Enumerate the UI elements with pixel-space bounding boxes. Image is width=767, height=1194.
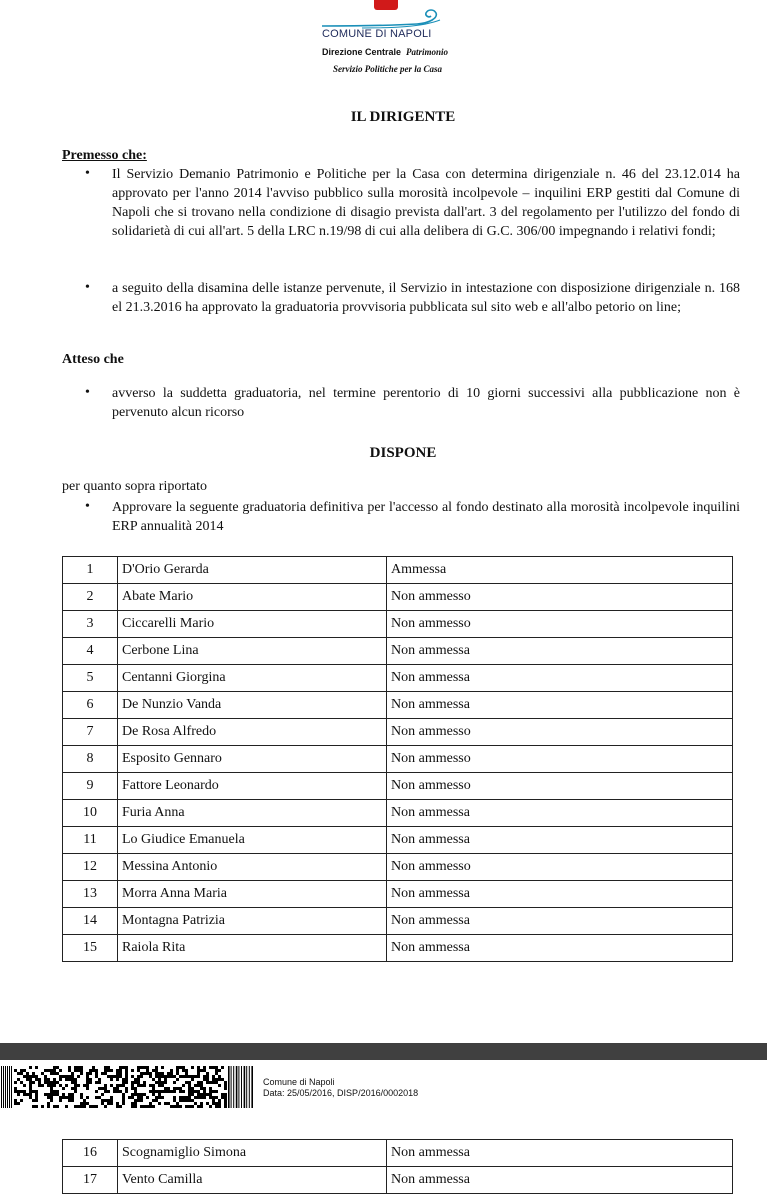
person-name: De Nunzio Vanda <box>118 692 387 719</box>
row-number: 10 <box>63 800 118 827</box>
atteso-paragraph: avverso la suddetta graduatoria, nel termine perentorio di 10 giorni successivi alla pubblicazione non è pervenuto alcun ricorso <box>112 386 740 420</box>
bullet-marker: • <box>85 385 90 400</box>
dispone-intro: per quanto sopra riportato <box>62 479 208 494</box>
person-name: Scognamiglio Simona <box>118 1140 387 1167</box>
person-name: Morra Anna Maria <box>118 881 387 908</box>
row-number: 17 <box>63 1167 118 1194</box>
direzione-label: Direzione Centrale Patrimonio <box>322 47 449 57</box>
table-row <box>63 665 733 692</box>
person-name: Montagna Patrizia <box>118 908 387 935</box>
admission-status: Non ammessa <box>387 665 733 692</box>
person-name: Cerbone Lina <box>118 638 387 665</box>
person-name: Centanni Giorgina <box>118 665 387 692</box>
table-row <box>63 1167 733 1194</box>
premesso-paragraph-1: Il Servizio Demanio Patrimonio e Politiche per la Casa con determina dirigenziale n. 46 del 23.12.014 ha approvato per l'anno 2014 l'avviso pubblico sulla morosità incolpevole – inquilini ERP gestiti dal Comune di Napoli che si trovano nella condizione di disagio prevista dall'art. 3 del regolamento per l'utilizzo del fondo di solidarietà di cui all'art. 5 della LRC n.19/98 di cui alla delibera di G.C. 306/00 impegnando i relativi fondi; <box>112 167 740 239</box>
row-number: 15 <box>63 935 118 962</box>
person-name: Esposito Gennaro <box>118 746 387 773</box>
comune-label: COMUNE DI NAPOLI <box>322 28 432 40</box>
table-row <box>63 827 733 854</box>
wave-logo-icon <box>322 8 444 30</box>
premesso-paragraph-2: a seguito della disamina delle istanze pervenute, il Servizio in intestazione con disposizione dirigenziale n. 168 el 21.3.2016 ha approvato la graduatoria provvisoria pubblicata sul sito web e all'albo petorio on line; <box>112 281 740 315</box>
admission-status: Non ammessa <box>387 827 733 854</box>
table-row <box>63 1140 733 1167</box>
person-name: De Rosa Alfredo <box>118 719 387 746</box>
admission-status: Non ammesso <box>387 719 733 746</box>
admission-status: Non ammesso <box>387 854 733 881</box>
premesso-heading: Premesso che: <box>62 148 147 163</box>
person-name: D'Orio Gerarda <box>118 557 387 584</box>
bullet-marker: • <box>85 499 90 514</box>
admission-status: Non ammesso <box>387 773 733 800</box>
letterhead <box>0 0 767 80</box>
bullet-marker: • <box>85 166 90 181</box>
table-row <box>63 908 733 935</box>
stamp-issuer: Comune di Napoli <box>263 1077 335 1087</box>
row-number: 13 <box>63 881 118 908</box>
admission-status: Non ammessa <box>387 935 733 962</box>
admission-status: Non ammessa <box>387 692 733 719</box>
table-row <box>63 611 733 638</box>
servizio-label: Servizio Politiche per la Casa <box>333 64 442 74</box>
table-row <box>63 800 733 827</box>
row-number: 2 <box>63 584 118 611</box>
admission-status: Non ammessa <box>387 638 733 665</box>
row-number: 6 <box>63 692 118 719</box>
row-number: 12 <box>63 854 118 881</box>
page-title: IL DIRIGENTE <box>350 109 456 125</box>
row-number: 1 <box>63 557 118 584</box>
admission-status: Non ammesso <box>387 584 733 611</box>
dispone-heading: DISPONE <box>369 445 437 461</box>
table-row <box>63 746 733 773</box>
person-name: Lo Giudice Emanuela <box>118 827 387 854</box>
dispone-paragraph: Approvare la seguente graduatoria definitiva per l'accesso al fondo destinato alla morosità incolpevole inquilini ERP annualità 2014 <box>112 500 740 534</box>
row-number: 8 <box>63 746 118 773</box>
row-number: 4 <box>63 638 118 665</box>
person-name: Messina Antonio <box>118 854 387 881</box>
row-number: 16 <box>63 1140 118 1167</box>
row-number: 11 <box>63 827 118 854</box>
person-name: Furia Anna <box>118 800 387 827</box>
graduatoria-table-continued <box>62 1139 733 1194</box>
person-name: Abate Mario <box>118 584 387 611</box>
row-number: 14 <box>63 908 118 935</box>
row-number: 5 <box>63 665 118 692</box>
table-row <box>63 773 733 800</box>
table-row <box>63 854 733 881</box>
row-number: 7 <box>63 719 118 746</box>
table-row <box>63 881 733 908</box>
person-name: Raiola Rita <box>118 935 387 962</box>
person-name: Vento Camilla <box>118 1167 387 1194</box>
table-row <box>63 719 733 746</box>
admission-status: Non ammessa <box>387 908 733 935</box>
row-number: 3 <box>63 611 118 638</box>
graduatoria-table <box>62 556 733 962</box>
stamp-date: Data: 25/05/2016, DISP/2016/0002018 <box>263 1088 419 1098</box>
admission-status: Non ammesso <box>387 611 733 638</box>
table-row <box>63 557 733 584</box>
row-number: 9 <box>63 773 118 800</box>
admission-status: Non ammessa <box>387 881 733 908</box>
table-row <box>63 935 733 962</box>
table-row <box>63 638 733 665</box>
admission-status: Ammessa <box>387 557 733 584</box>
person-name: Ciccarelli Mario <box>118 611 387 638</box>
table-row <box>63 692 733 719</box>
atteso-heading: Atteso che <box>62 352 124 367</box>
admission-status: Non ammessa <box>387 1140 733 1167</box>
person-name: Fattore Leonardo <box>118 773 387 800</box>
page-break-bar <box>0 1043 767 1060</box>
admission-status: Non ammesso <box>387 746 733 773</box>
admission-status: Non ammessa <box>387 800 733 827</box>
admission-status: Non ammessa <box>387 1167 733 1194</box>
table-row <box>63 584 733 611</box>
barcode-icon <box>0 1066 255 1108</box>
bullet-marker: • <box>85 280 90 295</box>
